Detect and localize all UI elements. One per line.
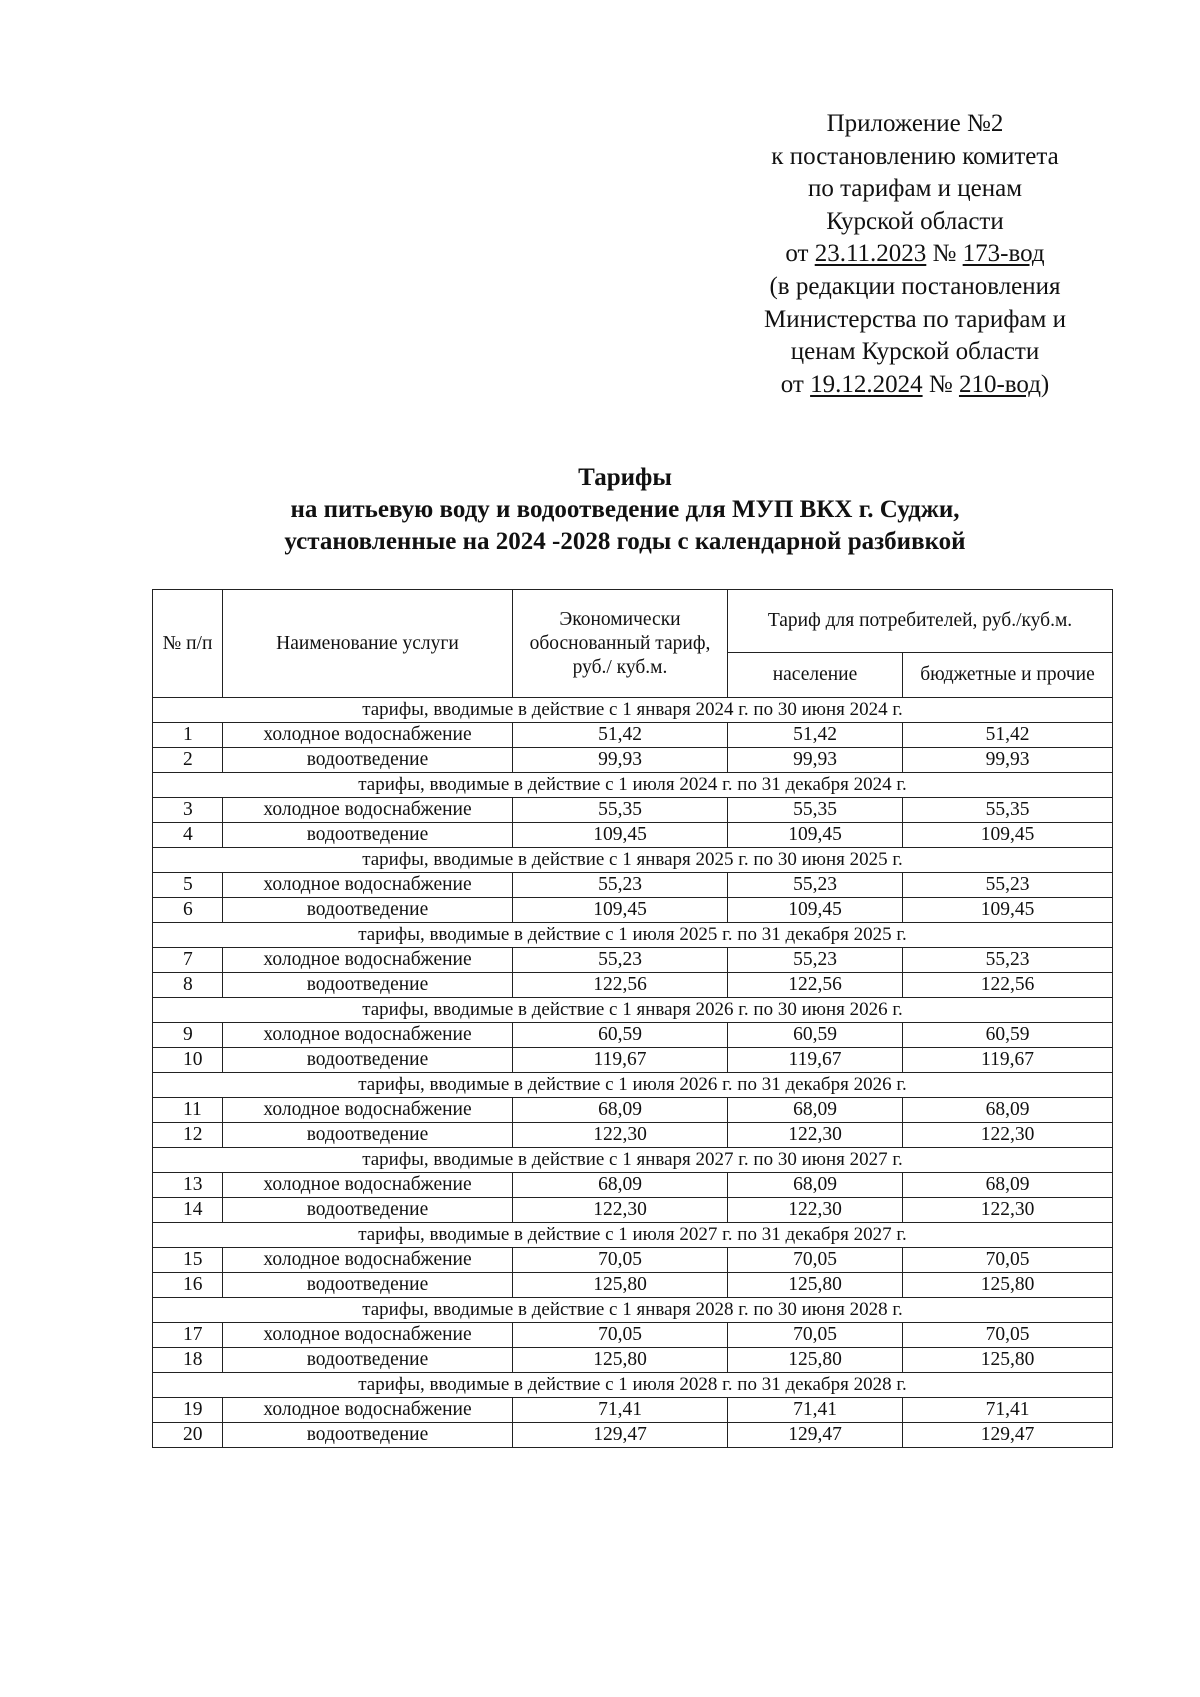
appendix-decree-line — [720, 238, 1110, 271]
period-label: тарифы, вводимые в действие с 1 января 2026 г. по 30 июня 2026 г. — [153, 998, 1113, 1023]
period-label: тарифы, вводимые в действие с 1 января 2028 г. по 30 июня 2028 г. — [153, 1298, 1113, 1323]
period-row — [153, 923, 1113, 948]
period-row — [153, 998, 1113, 1023]
service-name: водоотведение — [223, 1423, 513, 1448]
table-row — [153, 1173, 1113, 1198]
revision-suffix: ) — [1040, 370, 1050, 398]
period-row — [153, 1148, 1113, 1173]
row-number: 5 — [153, 873, 223, 898]
appendix-line: (в редакции постановления — [769, 272, 1061, 300]
population-tariff: 55,23 — [728, 873, 903, 898]
budget-tariff: 51,42 — [903, 723, 1113, 748]
economic-tariff: 122,56 — [513, 973, 728, 998]
population-tariff: 71,41 — [728, 1398, 903, 1423]
period-row — [153, 848, 1113, 873]
row-number: 9 — [153, 1023, 223, 1048]
budget-tariff: 71,41 — [903, 1398, 1113, 1423]
economic-tariff: 68,09 — [513, 1098, 728, 1123]
economic-tariff: 55,23 — [513, 873, 728, 898]
budget-tariff: 68,09 — [903, 1173, 1113, 1198]
table-row — [153, 1098, 1113, 1123]
row-number: 11 — [153, 1098, 223, 1123]
population-tariff: 55,35 — [728, 798, 903, 823]
row-number: 8 — [153, 973, 223, 998]
appendix-line: по тарифам и ценам — [807, 175, 1023, 203]
row-number: 3 — [153, 798, 223, 823]
economic-tariff: 55,35 — [513, 798, 728, 823]
period-row — [153, 1223, 1113, 1248]
economic-tariff: 99,93 — [513, 748, 728, 773]
economic-tariff: 71,41 — [513, 1398, 728, 1423]
economic-tariff: 109,45 — [513, 823, 728, 848]
table-row — [153, 898, 1113, 923]
table-row — [153, 1023, 1113, 1048]
table-row — [153, 1323, 1113, 1348]
population-tariff: 122,56 — [728, 973, 903, 998]
appendix-line: Курской области — [826, 207, 1004, 235]
population-tariff: 70,05 — [728, 1248, 903, 1273]
appendix-title: Приложение №2 — [826, 110, 1004, 137]
service-name: холодное водоснабжение — [223, 1023, 513, 1048]
revision-date: 19.12.2024 — [810, 370, 923, 398]
budget-tariff: 68,09 — [903, 1098, 1113, 1123]
row-number: 20 — [153, 1423, 223, 1448]
decree-date: 23.11.2023 — [814, 240, 927, 268]
revision-number: 210-вод — [958, 370, 1041, 398]
row-number: 4 — [153, 823, 223, 848]
table-body — [153, 698, 1113, 1448]
row-number: 17 — [153, 1323, 223, 1348]
table-row — [153, 873, 1113, 898]
row-number: 14 — [153, 1198, 223, 1223]
budget-tariff: 55,23 — [903, 873, 1113, 898]
population-tariff: 125,80 — [728, 1273, 903, 1298]
economic-tariff: 60,59 — [513, 1023, 728, 1048]
table-row — [153, 1273, 1113, 1298]
decree-number: 173-вод — [962, 240, 1045, 268]
decree-number-sign: № — [926, 240, 963, 268]
period-row — [153, 1298, 1113, 1323]
appendix-line: Министерства по тарифам и — [764, 305, 1066, 333]
population-tariff: 122,30 — [728, 1198, 903, 1223]
table-row — [153, 1423, 1113, 1448]
service-name: водоотведение — [223, 1348, 513, 1373]
period-row — [153, 773, 1113, 798]
row-number: 6 — [153, 898, 223, 923]
service-name: водоотведение — [223, 973, 513, 998]
population-tariff: 119,67 — [728, 1048, 903, 1073]
header-consumer-tariff: Тариф для потребителей, руб./куб.м. — [728, 590, 1113, 653]
population-tariff: 99,93 — [728, 748, 903, 773]
economic-tariff: 51,42 — [513, 723, 728, 748]
period-label: тарифы, вводимые в действие с 1 января 2027 г. по 30 июня 2027 г. — [153, 1148, 1113, 1173]
header-economic-tariff: Экономически обоснованный тариф, руб./ куб.м. — [513, 590, 728, 698]
header-population: население — [728, 653, 903, 698]
budget-tariff: 70,05 — [903, 1248, 1113, 1273]
row-number: 7 — [153, 948, 223, 973]
economic-tariff: 122,30 — [513, 1198, 728, 1223]
budget-tariff: 55,35 — [903, 798, 1113, 823]
table-row — [153, 798, 1113, 823]
economic-tariff: 125,80 — [513, 1348, 728, 1373]
table-row — [153, 748, 1113, 773]
population-tariff: 129,47 — [728, 1423, 903, 1448]
appendix-line: к постановлению комитета — [771, 142, 1059, 170]
economic-tariff: 70,05 — [513, 1248, 728, 1273]
economic-tariff: 70,05 — [513, 1323, 728, 1348]
period-label: тарифы, вводимые в действие с 1 июля 2024 г. по 31 декабря 2024 г. — [153, 773, 1113, 798]
budget-tariff: 99,93 — [903, 748, 1113, 773]
population-tariff: 68,09 — [728, 1173, 903, 1198]
period-label: тарифы, вводимые в действие с 1 июля 2025 г. по 31 декабря 2025 г. — [153, 923, 1113, 948]
economic-tariff: 125,80 — [513, 1273, 728, 1298]
economic-tariff: 109,45 — [513, 898, 728, 923]
service-name: холодное водоснабжение — [223, 1398, 513, 1423]
population-tariff: 68,09 — [728, 1098, 903, 1123]
table-row — [153, 1198, 1113, 1223]
budget-tariff: 109,45 — [903, 898, 1113, 923]
population-tariff: 70,05 — [728, 1323, 903, 1348]
budget-tariff: 122,56 — [903, 973, 1113, 998]
appendix-revision-line — [720, 369, 1110, 402]
service-name: водоотведение — [223, 1273, 513, 1298]
period-row — [153, 1373, 1113, 1398]
budget-tariff: 70,05 — [903, 1323, 1113, 1348]
service-name: водоотведение — [223, 898, 513, 923]
table-row — [153, 973, 1113, 998]
header-budget: бюджетные и прочие — [903, 653, 1113, 698]
row-number: 15 — [153, 1248, 223, 1273]
economic-tariff: 129,47 — [513, 1423, 728, 1448]
population-tariff: 122,30 — [728, 1123, 903, 1148]
population-tariff: 55,23 — [728, 948, 903, 973]
period-label: тарифы, вводимые в действие с 1 января 2024 г. по 30 июня 2024 г. — [153, 698, 1113, 723]
title-line: Тарифы — [578, 464, 672, 491]
population-tariff: 109,45 — [728, 898, 903, 923]
table-row — [153, 1398, 1113, 1423]
revision-prefix: от — [780, 370, 811, 398]
document-title — [150, 462, 1100, 558]
table-row — [153, 823, 1113, 848]
service-name: холодное водоснабжение — [223, 1098, 513, 1123]
revision-number-sign: № — [922, 370, 959, 398]
service-name: холодное водоснабжение — [223, 723, 513, 748]
row-number: 10 — [153, 1048, 223, 1073]
period-label: тарифы, вводимые в действие с 1 июля 2026 г. по 31 декабря 2026 г. — [153, 1073, 1113, 1098]
population-tariff: 60,59 — [728, 1023, 903, 1048]
title-line: установленные на 2024 -2028 годы с календарной разбивкой — [284, 528, 966, 555]
row-number: 13 — [153, 1173, 223, 1198]
header-service-name: Наименование услуги — [223, 590, 513, 698]
budget-tariff: 119,67 — [903, 1048, 1113, 1073]
population-tariff: 125,80 — [728, 1348, 903, 1373]
title-line: на питьевую воду и водоотведение для МУП ВКХ г. Суджи, — [290, 496, 960, 523]
row-number: 16 — [153, 1273, 223, 1298]
budget-tariff: 125,80 — [903, 1273, 1113, 1298]
tariffs-table — [152, 589, 1113, 1448]
service-name: водоотведение — [223, 1123, 513, 1148]
budget-tariff: 122,30 — [903, 1123, 1113, 1148]
service-name: холодное водоснабжение — [223, 798, 513, 823]
population-tariff: 51,42 — [728, 723, 903, 748]
table-row — [153, 948, 1113, 973]
appendix-line: ценам Курской области — [790, 338, 1040, 366]
budget-tariff: 125,80 — [903, 1348, 1113, 1373]
budget-tariff: 109,45 — [903, 823, 1113, 848]
table-row — [153, 723, 1113, 748]
table-row — [153, 1123, 1113, 1148]
appendix-block — [720, 108, 1110, 401]
economic-tariff: 119,67 — [513, 1048, 728, 1073]
table-row — [153, 1048, 1113, 1073]
service-name: водоотведение — [223, 748, 513, 773]
period-label: тарифы, вводимые в действие с 1 января 2025 г. по 30 июня 2025 г. — [153, 848, 1113, 873]
period-label: тарифы, вводимые в действие с 1 июля 2027 г. по 31 декабря 2027 г. — [153, 1223, 1113, 1248]
budget-tariff: 55,23 — [903, 948, 1113, 973]
service-name: водоотведение — [223, 1198, 513, 1223]
row-number: 1 — [153, 723, 223, 748]
budget-tariff: 122,30 — [903, 1198, 1113, 1223]
service-name: холодное водоснабжение — [223, 1323, 513, 1348]
period-row — [153, 1073, 1113, 1098]
service-name: водоотведение — [223, 823, 513, 848]
service-name: холодное водоснабжение — [223, 1173, 513, 1198]
period-row — [153, 698, 1113, 723]
budget-tariff: 60,59 — [903, 1023, 1113, 1048]
economic-tariff: 122,30 — [513, 1123, 728, 1148]
economic-tariff: 68,09 — [513, 1173, 728, 1198]
service-name: холодное водоснабжение — [223, 873, 513, 898]
population-tariff: 109,45 — [728, 823, 903, 848]
service-name: холодное водоснабжение — [223, 1248, 513, 1273]
economic-tariff: 55,23 — [513, 948, 728, 973]
row-number: 19 — [153, 1398, 223, 1423]
decree-prefix: от — [785, 240, 815, 268]
table-row — [153, 1248, 1113, 1273]
period-label: тарифы, вводимые в действие с 1 июля 2028 г. по 31 декабря 2028 г. — [153, 1373, 1113, 1398]
row-number: 12 — [153, 1123, 223, 1148]
table-row — [153, 1348, 1113, 1373]
budget-tariff: 129,47 — [903, 1423, 1113, 1448]
header-num: № п/п — [153, 590, 223, 698]
row-number: 2 — [153, 748, 223, 773]
row-number: 18 — [153, 1348, 223, 1373]
service-name: водоотведение — [223, 1048, 513, 1073]
service-name: холодное водоснабжение — [223, 948, 513, 973]
